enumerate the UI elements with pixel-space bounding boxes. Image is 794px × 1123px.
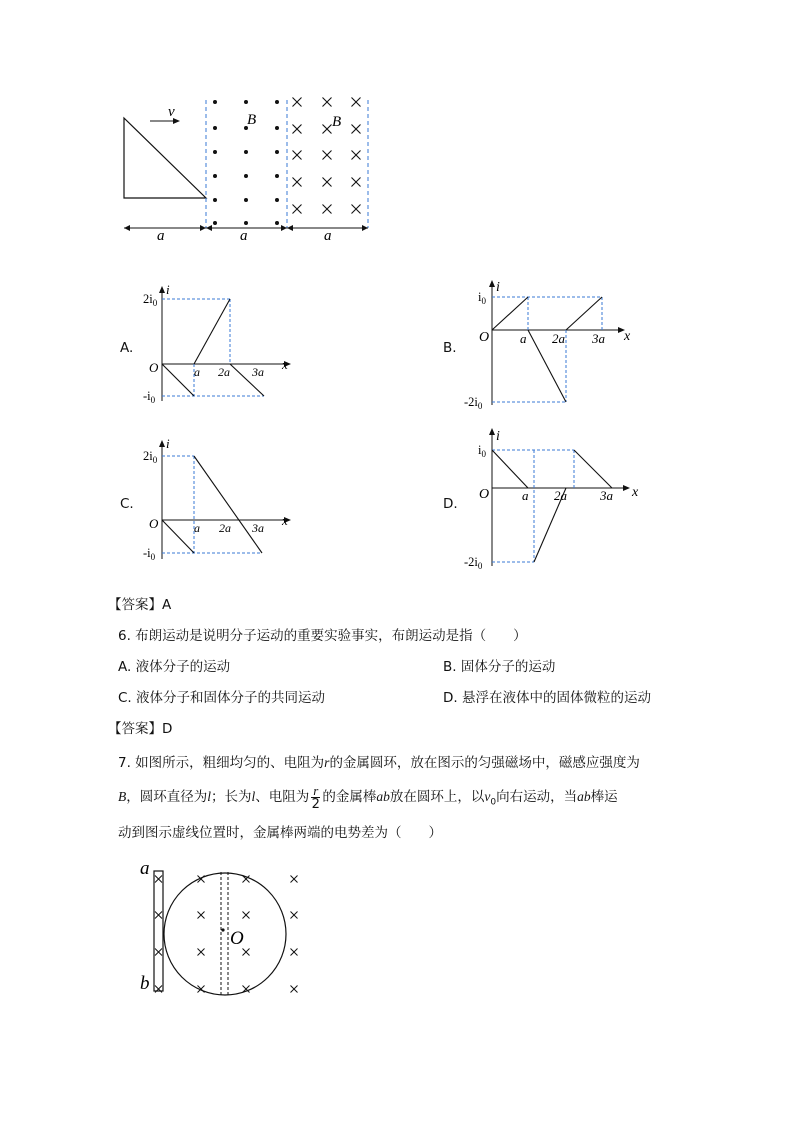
svg-text:a: a [194, 521, 200, 535]
q7-line1: 7. 如图所示，粗细均匀的、电阻为r的金属圆环，放在图示的匀强磁场中，磁感应强度为 [118, 755, 640, 771]
svg-text:x: x [624, 329, 631, 344]
svg-text:2a: 2a [219, 521, 231, 535]
svg-text:3a: 3a [592, 331, 605, 346]
svg-text:i: i [496, 280, 500, 295]
svg-text:2a: 2a [554, 488, 567, 503]
svg-text:i: i [496, 429, 500, 444]
q6-option-c: C. 液体分子和固体分子的共同运动 [118, 690, 326, 706]
svg-text:i: i [166, 283, 170, 297]
q7-line3: 动到图示虚线位置时，金属棒两端的电势差为（ ） [118, 825, 442, 841]
svg-text:a: a [520, 331, 527, 346]
field-label-crosses: B [332, 114, 342, 130]
svg-text:b: b [140, 973, 150, 994]
svg-text:-2i0: $-2i_0$ [464, 395, 483, 411]
svg-text:2i0: $2i_0$ [143, 292, 158, 308]
svg-text:x: x [282, 357, 288, 372]
q6-stem: 6. 布朗运动是说明分子运动的重要实验事实，布朗运动是指（ ） [118, 628, 527, 644]
svg-text:3a: 3a [252, 365, 264, 379]
svg-text:a: a [140, 858, 150, 879]
fig1-field-diagram [110, 92, 385, 242]
svg-text:3a: 3a [600, 488, 613, 503]
svg-text:i: i [166, 437, 170, 451]
svg-text:a: a [194, 365, 200, 379]
svg-text:2a: 2a [552, 331, 565, 346]
answer-q6: 【答案】D [108, 721, 173, 737]
graph-d [462, 426, 647, 572]
r-over-2-fraction: $\frac{r}{2}$ [311, 782, 320, 812]
width-label-3: a [324, 228, 332, 242]
svg-text:2a: 2a [218, 365, 230, 379]
width-label-2: a [240, 228, 248, 242]
graph-a [140, 283, 300, 408]
svg-text:i0: $i_0$ [478, 443, 486, 459]
option-d-label: D. [443, 496, 458, 512]
q6-option-a: A. 液体分子的运动 [118, 659, 231, 675]
graph-c [140, 437, 300, 565]
velocity-label: v [168, 104, 175, 120]
svg-text:-i0: $-i_0$ [143, 389, 156, 405]
svg-text:O: O [230, 928, 244, 949]
svg-text:3a: 3a [252, 521, 264, 535]
answer-q5: 【答案】A [108, 597, 172, 613]
svg-text:x: x [282, 513, 288, 528]
svg-text:-2i0: $-2i_0$ [464, 555, 483, 571]
q6-option-d: D. 悬浮在液体中的固体微粒的运动 [443, 690, 651, 706]
fig7-ring-diagram [130, 852, 310, 1002]
svg-text:2i0: $2i_0$ [143, 449, 158, 465]
width-label-1: a [157, 228, 165, 242]
option-c-label: C. [120, 496, 134, 512]
svg-text:i0: $i_0$ [478, 290, 486, 306]
q7-line2: B，圆环直径为l；长为l、电阻为 $\frac{r}{2}$ 的金属棒ab放在圆环上，以$v_0$向右运动，当ab棒运 [118, 782, 618, 812]
svg-text:O: O [149, 516, 159, 531]
svg-text:O: O [149, 360, 159, 375]
q6-option-b: B. 固体分子的运动 [443, 659, 556, 675]
svg-text:O: O [479, 487, 490, 502]
svg-text:a: a [522, 488, 529, 503]
option-a-label: A. [120, 340, 134, 356]
svg-text:O: O [479, 330, 490, 345]
field-label-dots: B [247, 112, 257, 128]
svg-text:x: x [632, 485, 639, 500]
option-b-label: B. [443, 340, 457, 356]
graph-b [462, 278, 642, 413]
svg-text:-i0: $-i_0$ [143, 546, 156, 562]
